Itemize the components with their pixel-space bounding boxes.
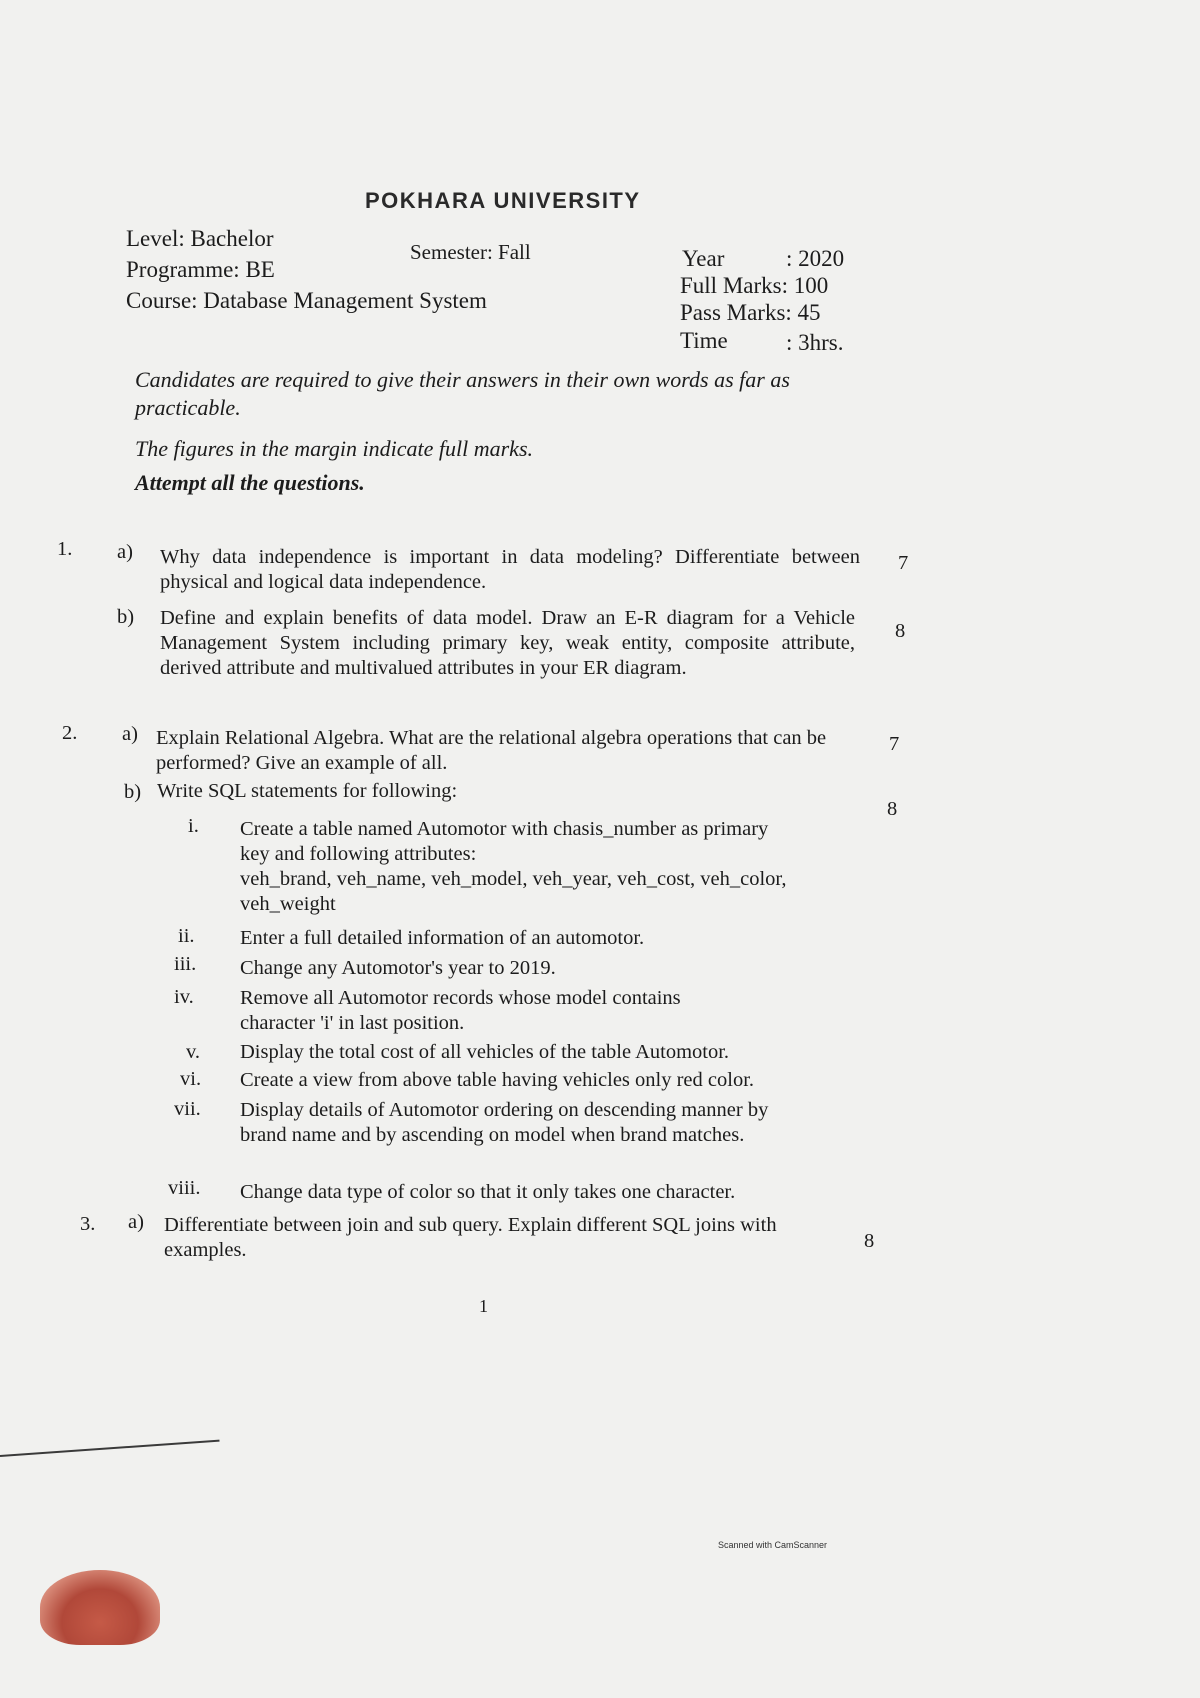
subpart-label: iii. (174, 953, 197, 975)
part-label: a) (117, 541, 133, 563)
pass-marks: Pass Marks: 45 (680, 300, 821, 325)
subpart-label: ii. (178, 925, 195, 947)
subpart-text: Change data type of color so that it only takes one character. (240, 1181, 736, 1203)
thumb-in-scan (40, 1570, 160, 1645)
instruction-own-words: Candidates are required to give their answers in their own words as far as practicable. (135, 367, 790, 420)
subpart-label: iv. (174, 986, 194, 1008)
subpart-text: veh_brand, veh_name, veh_model, veh_year, veh_cost, veh_color, veh_weight (240, 868, 787, 915)
marks-2a: 7 (889, 733, 900, 755)
subpart-text: Create a table named Automotor with chasis_number as primary key and following attributes: (240, 818, 769, 865)
course-label: Course: Database Management System (126, 288, 487, 313)
subpart-label: vi. (180, 1068, 202, 1090)
instruction-marks: The figures in the margin indicate full marks. (135, 436, 534, 461)
part-label: b) (117, 606, 135, 628)
semester-label: Semester: Fall (410, 240, 531, 264)
level-label: Level: Bachelor (126, 226, 274, 251)
subpart-text: Enter a full detailed information of an automotor. (240, 927, 645, 949)
question-number: 2. (62, 722, 78, 744)
subpart-text: Display the total cost of all vehicles of the table Automotor. (240, 1041, 730, 1063)
year-value: : 2020 (786, 246, 845, 271)
part-label: a) (128, 1211, 144, 1233)
part-label: a) (122, 723, 138, 745)
programme-label: Programme: BE (126, 257, 275, 282)
page-number: 1 (479, 1296, 488, 1316)
subpart-label: vii. (174, 1098, 201, 1120)
question-2b-text: Write SQL statements for following: (157, 780, 458, 802)
marks-3a: 8 (864, 1230, 875, 1252)
time-value: : 3hrs. (786, 330, 844, 355)
year-label: Year (682, 246, 725, 271)
subpart-label: v. (186, 1041, 201, 1063)
subpart-text: Create a view from above table having vehicles only red color. (240, 1069, 755, 1091)
pen-stroke (0, 1440, 220, 1457)
marks-1a: 7 (898, 552, 909, 574)
university-title: POKHARA UNIVERSITY (365, 188, 641, 213)
question-1b-text: Define and explain benefits of data model. Draw an E-R diagram for a Vehicle Management System including primary key, weak entity, composite attribute, derived attribute and multivalued attributes in your ER diagram. (160, 607, 855, 679)
subpart-label: viii. (168, 1177, 201, 1199)
part-label: b) (124, 781, 142, 803)
question-1a-text: Why data independence is important in data modeling? Differentiate between physical and logical data independence. (160, 546, 860, 593)
marks-2b: 8 (887, 798, 898, 820)
question-3a-text: Differentiate between join and sub query. Explain different SQL joins with examples. (164, 1214, 777, 1261)
question-number: 3. (80, 1213, 96, 1235)
full-marks: Full Marks: 100 (680, 273, 829, 298)
marks-1b: 8 (895, 620, 906, 642)
subpart-label: i. (188, 815, 199, 837)
scanner-watermark: Scanned with CamScanner (718, 1540, 828, 1550)
subpart-text: Change any Automotor's year to 2019. (240, 957, 556, 979)
question-number: 1. (57, 538, 73, 560)
subpart-text: Display details of Automotor ordering on descending manner by brand name and by ascending on model when brand matches. (240, 1099, 769, 1146)
instruction-attempt-all: Attempt all the questions. (135, 470, 365, 495)
time-label: Time (680, 328, 728, 353)
subpart-text: Remove all Automotor records whose model contains character 'i' in last position. (240, 987, 681, 1034)
question-2a-text: Explain Relational Algebra. What are the relational algebra operations that can be performed? Give an example of all. (156, 727, 827, 774)
